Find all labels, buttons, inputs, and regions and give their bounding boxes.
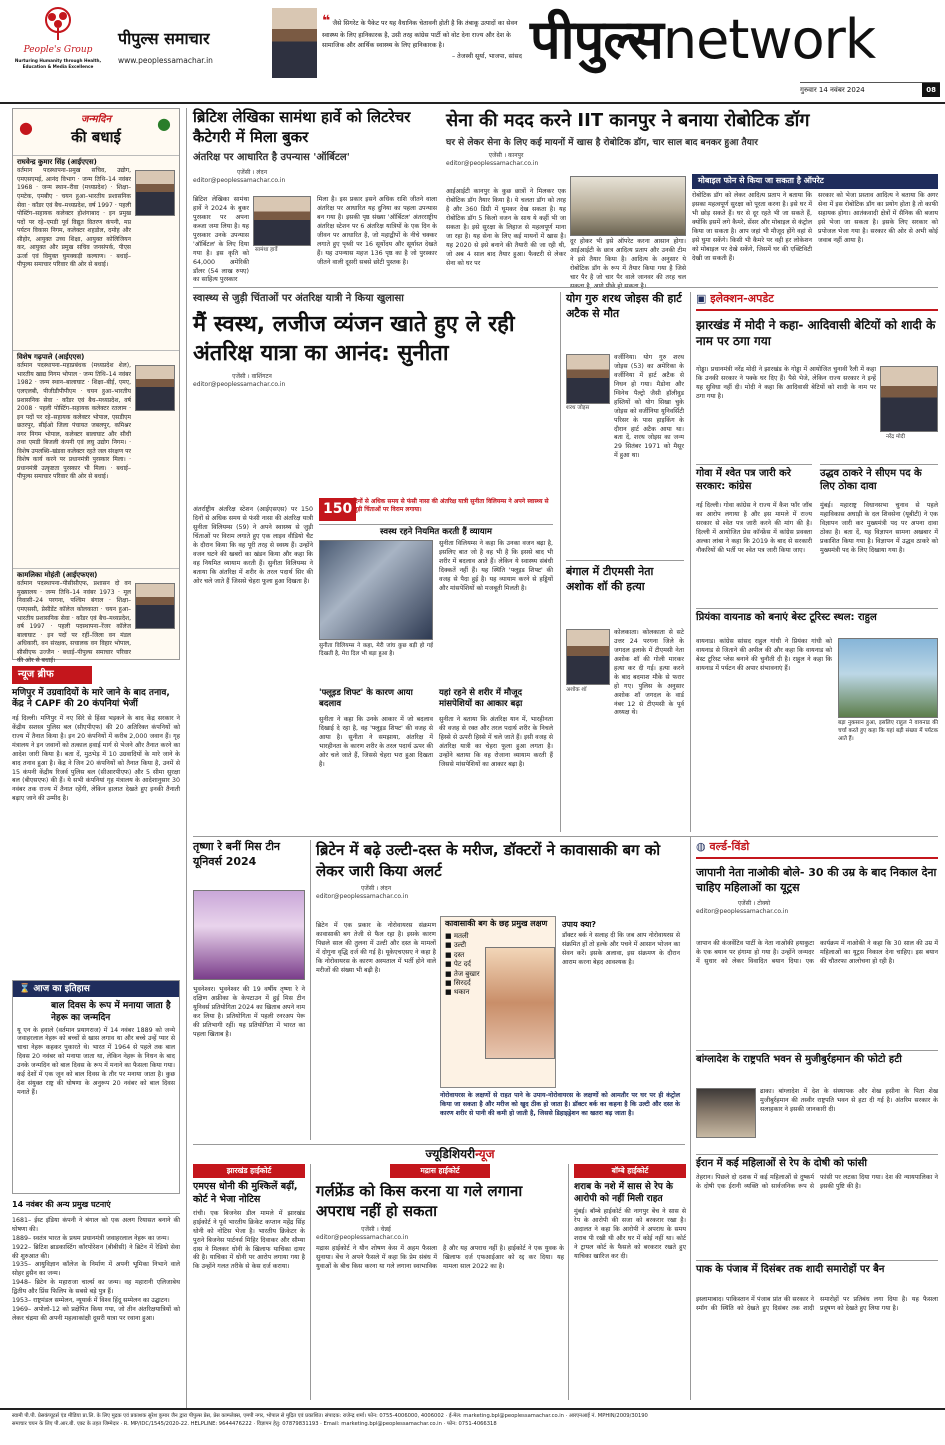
booker-body-1: ब्रिटिश लेखिका सामंथा हार्वे ने 2024 के बुकर पुरस्कार पर अपना कब्जा जमा लिया है। यह पुरस्कार उनके उपन्यास 'ऑर्बिटल' के लिए दिया गया है। इस कृति को 64,000 अमेरिकी डॉलर (54 लाख रुपए) का साहित्य पुरस्कार — [193, 196, 249, 284]
tmc-article — [566, 560, 684, 832]
yoga-article — [566, 292, 684, 552]
uddhav-headline: उद्धव ठाकरे ने सीएम पद के लिए ठोका दावा — [820, 464, 938, 493]
list-item: ■ उल्टी — [445, 941, 467, 950]
sunita-email: editor@peoplessamachar.co.in — [193, 380, 286, 388]
iit-headline: सेना की मदद करने IIT कानपुर ने बनाया रोबोटिक डॉग — [446, 110, 810, 131]
page-title — [530, 4, 940, 82]
list-item: 1953– राष्ट्रमंडल सम्मेलन, न्यूयार्क में विश्व हिंदू सम्मेलन का उद्घाटन। — [12, 1297, 170, 1305]
japan-headline: जापानी नेता नाओकी बोले- 30 की उम्र के बाद निकाल देना चाहिए महिलाओं का यूट्रस — [696, 865, 937, 895]
masthead — [0, 0, 945, 104]
japan-email: editor@peoplessamachar.co.in — [696, 907, 789, 915]
quote-mark-icon: ❝ — [322, 13, 331, 29]
sharath-photo — [566, 354, 610, 404]
person-photo — [135, 170, 175, 216]
balloon-icon: ● — [19, 118, 33, 137]
page-title-latin: network — [662, 8, 876, 71]
page-number: 08 — [922, 83, 940, 97]
uk-bug-byline: एजेंसी । लंदन — [360, 885, 392, 893]
uddhav-body: मुंबई। महाराष्ट्र विधानसभा चुनाव से पहले महाविकास अघाड़ी के दल शिवसेना (यूबीटी) ने एक विज्ञापन जारी कर मुख्यमंत्री पद पर अपना दावा ठोका है। बता दें, यह विज्ञापन सामना अखबार में प्रकाशित किया गया है। विज्ञापन में उद्धव ठाकरे को मुख्यमंत्री पद के लिए दिखाया गया है। — [820, 502, 938, 554]
remedy-body: डॉक्टर बर्क ने सलाह दी कि जब आप नोरोवायरस से संक्रमित हों तो हल्के और पचने में आसान भोजन का सेवन करें। इसके अलावा, इस संक्रमण के दौरान आराम करना बेहद आवश्यक है। — [562, 932, 680, 966]
miss-teen-body: भुवनेश्वर। भुवनेश्वर की 19 वर्षीय तृष्णा रे ने दक्षिण अफ्रीका के केपटाउन में हुई मिस टीन यूनिवर्स प्रतियोगिता 2024 का खिताब अपने नाम कर लिया है। प्रतियोगिता में पहली रनरअप पेरू की प्रतिभागी रहीं। यह प्रतियोगिता में भारत का पहला खिताब है। — [193, 986, 305, 1038]
trishna-photo — [193, 890, 305, 980]
quote-author: – तेजस्वी सूर्या, भाजपा, सांसद — [452, 52, 522, 60]
tree-icon — [36, 6, 80, 44]
date-bar — [800, 82, 940, 96]
iit-body-1: आईआईटी कानपुर के कुछ छात्रों ने मिलकर एक रोबोटिक डॉग तैयार किया है। ये चलता डॉग को तरह है और 360 डिग्री में घूमकर देख सकता है। यह रोबोटिक डॉग 5 किलो वजन के साथ ये कहीं भी जा सकता है। इसे सुरक्षा के लिहाज से महत्वपूर्ण माना जा रहा है। यह सेना के लिए कई मायनों में खास है। यह 2020 से इसे बनाने की तैयारी की जा रही थी, जो अब 4 साल बाद तैयार हुआ। फैक्टरी से लेकर सेना को घर पर — [446, 188, 566, 267]
imprint-footer: स्वामी पी.पी. प्रेसकंप्यूटर्स एंड मीडिया प्रा.लि. के लिए मुद्रक एवं प्रकाशक सुरेश कुमार जैन द्वारा पीपुल्स प्रेस, प्रेस काम्प्लेक्स, एमपी नगर, भोपाल से मुद्रित एवं प्रकाशित। संपादक: राजेन्द्र शर्मा। फोन: 0755-4006000, 4006002 · ई-मेल: marketing.bpl@peoplessamachar.co.in · आरएनआई नं. MPHIN/2009/30190 समाचार चयन के लिए पी.आर.बी. एक्ट के तहत जिम्मेदार · R. MP/IDC/1545/2020-22. HELPLINE: 9644476222 · विज्ञापन हेतु: 07879831193 · Email: marketing.bpl@peoplessamachar.co.in · फोन: 0751-4066318 — [0, 1408, 945, 1445]
robotic-dog-photo — [570, 176, 686, 236]
person-photo — [135, 365, 175, 411]
quote-author-photo — [272, 8, 317, 78]
exercise-heading: स्वस्थ रहने नियमित करती हैं व्यायाम — [319, 524, 553, 538]
yoga-headline: योग गुरु शरथ जोइस की हार्ट अटैक से मौत — [566, 292, 682, 320]
events-heading: 14 नवंबर की अन्य प्रमुख घटनाएं — [12, 1200, 180, 1214]
iit-body-4: सरकार को भेजा प्रस्ताव आदित्य ने बताया कि अगर सेना में इस रोबोटिक डॉग का प्रयोग होता है तो काफी सहायक होगा। आतंकवादी क्षेत्रों में सैनिक की बजाय इसे भेजा जा सकता है। इसके लिए सरकार को प्रपोजल भेजा गया है। सरकार की ओर से अभी कोई जवाब नहीं आया है। — [818, 192, 938, 244]
uk-bug-email: editor@peoplessamachar.co.in — [316, 893, 409, 901]
peoples-group-logo — [8, 6, 108, 98]
events-list — [12, 1217, 180, 1324]
iit-article — [446, 108, 938, 283]
election-heading: ▣ इलेक्शन-अपडेट — [696, 292, 938, 311]
uk-bug-headline: ब्रिटेन में बढ़े उल्टी-दस्त के मरीज, डॉक्टरों ने कावासाकी बग को लेकर जारी किया अलर्ट — [316, 841, 661, 880]
iit-subhead: घर से लेकर सेना के लिए कई मायनों में खास है रोबोटिक डॉग, चार साल बाद बनकर हुआ तैयार — [446, 138, 758, 149]
website-link[interactable]: www.peoplessamachar.in — [118, 55, 213, 65]
date-text: गुरुवार 14 नवंबर 2024 — [800, 86, 865, 94]
page-title-hindi: पीपुल्स — [530, 8, 663, 71]
muscle-heading: यहां रहने से शरीर में मौजूद मांसपेशियों का आकार बढ़ा — [439, 688, 523, 710]
booker-byline: एजेंसी । लंदन — [236, 168, 268, 176]
history-events — [12, 1200, 180, 1400]
quote-box — [322, 12, 522, 61]
booker-email: editor@peoplessamachar.co.in — [193, 176, 286, 184]
uk-bug-article — [316, 840, 680, 1140]
tmc-body: कोलकाता। कोलकाता से सटे उत्तर 24 परगना जिले के जगदल इलाके में टीएमसी नेता अशोक शॉ की गोली मारकर हत्या कर दी गई। हत्या करने के बाद बदमाश मौके से फरार हो गए। पुलिस के अनुसार अशोक शॉ जगदल के वार्ड नंबर 12 से टीएमसी के पूर्व अध्यक्ष थे। — [614, 629, 684, 717]
modi-headline: झारखंड में मोदी ने कहा- आदिवासी बेटियों को शादी के नाम पर ठगा गया — [696, 317, 936, 349]
group-tagline: Nurturing Humanity through Health, Education & Media Excellence — [14, 58, 102, 69]
person-photo — [135, 583, 175, 629]
jharkhand-body: रांची। एक बिजनेस डील मामले में झारखंड हाईकोर्ट ने पूर्व भारतीय क्रिकेट कप्तान महेंद्र सिंह धोनी को नोटिस भेजा है। भारतीय क्रिकेटर के पुराने बिजनेस पार्टनर्स मिहिर दिवाकर और सौम्या दास ने मिलकर धोनी के खिलाफ याचिका दायर की है। याचिका में धोनी पर आरोप लगाया गया है कि उन्होंने गलत तरीके से केस दर्ज कराया। — [193, 1209, 305, 1271]
ballot-icon: ▣ — [696, 292, 707, 305]
iit-byline: एजेंसी । कानपुर — [488, 152, 524, 160]
birthday-person: राघवेन्द्र कुमार सिंह (आईएएस) वर्तमान पदस्थापना–प्रमुख सचिव, उद्योग, एमएसएमई, आनंद विभाग · जन्म तिथि–14 नवंबर 1968 · जन्म स्थान–रीवा (मध्यप्रदेश) · शिक्षा–एमटेक, एमबीए · चयन हुआ–भारतीय प्रशासनिक सेवा · कॉडर एवं बैच–मध्यप्रदेश, वर्ष 1997 · पहली पोस्टिंग–सहायक कलेक्टर होशंगाबाद · इन प्रमुख पदों पर रहे–एमडी पूर्व विद्युत वितरण कंपनी, मप्र पर्यटन विकास निगम, कलेक्टर शहडोल, दमोह और सीहोर, आयुक्त उच्च शिक्षा, आयुक्त कोलिजियन कर, आयुक्त और प्रमुख सचिव जनसंपर्क, पीएस ऊर्जा एवं विमुक्त घुमक्कड़ी कल्याण। · बधाई–पीपुल्स समाचार परिवार की ओर से बधाई। — [13, 155, 179, 350]
iit-email: editor@peoplessamachar.co.in — [446, 160, 539, 168]
goa-body: नई दिल्ली। गोवा कांग्रेस ने राज्य में कैश फॉर जॉब का आरोप लगाया है और इस मामले में राज्य सरकार से श्वेत पत्र जारी करने की मांग की है। दिल्ली में आयोजित प्रेस कॉन्फ्रेंस में कांग्रेस प्रवक्ता अल्का लांबा ने कहा कि 2019 के बाद से सरकारी नौकरियों की भर्ती पर श्वेत पत्र जारी किया जाए। — [696, 502, 812, 554]
election-section — [696, 292, 938, 832]
japan-byline: एजेंसी । टोक्यो — [737, 899, 771, 907]
ashok-caption: अशोक शॉ — [566, 687, 587, 693]
bombay-article — [574, 1164, 686, 1400]
sunita-kicker: स्वास्थ्य से जुड़ी चिंताओं पर अंतरिक्ष यात्री ने किया खुलासा — [193, 293, 404, 304]
symptom-title: कावासाकी बग के छह प्रमुख लक्षण — [445, 919, 548, 928]
fluid-heading: 'फ्लूइड शिफ्ट' के कारण आया बदलाव — [319, 688, 413, 710]
miss-teen-headline: तृष्णा रे बनीं मिस टीन यूनिवर्स 2024 — [193, 840, 281, 868]
list-item: 1969– अपोलो-12 को प्रक्षेपित किया गया, जो तीन अंतरिक्षयात्रियों को लेकर चंद्रमा की अपनी महत्वाकांक्षी दूसरी यात्रा पर रवाना हुआ। — [12, 1306, 180, 1323]
modi-photo — [880, 366, 938, 432]
booker-headline: ब्रिटिश लेखिका सामंथा हार्वे को लिटरेचर कैटेगरी में मिला बुकर — [193, 108, 411, 146]
rahul-photo — [838, 638, 938, 718]
list-item: 1922– ब्रिटिश ब्राडकास्टिंग कॉरपोरेशन (बीबीसी) ने ब्रिटेन में रेडियो सेवा की शुरुआत की। — [12, 1243, 180, 1260]
bangla-photo — [696, 1088, 756, 1138]
paper-brand: पीपुल्स समाचार www.peoplessamachar.in — [118, 28, 268, 66]
madras-email: editor@peoplessamachar.co.in — [316, 1233, 409, 1241]
jharkhand-headline: एमएस धोनी की मुश्किलें बढ़ीं, कोर्ट ने भेजा नोटिस — [193, 1181, 298, 1205]
miss-teen-article — [193, 840, 305, 1140]
world-heading: ◍ वर्ल्ड-विंडो — [696, 840, 938, 859]
symptom-box — [440, 916, 556, 1088]
world-section — [696, 840, 938, 1400]
ashok-photo — [566, 629, 610, 685]
list-item: ■ पेट दर्द — [445, 960, 472, 969]
hourglass-icon: ⌛ — [19, 984, 31, 994]
madras-headline: गर्लफ्रेंड को किस करना या गले लगाना अपराध नहीं हो सकता — [316, 1182, 523, 1221]
goa-headline: गोवा में श्वेत पत्र जारी करे सरकार: कांग्रेस — [696, 464, 812, 493]
fluid-body: सुनीता ने कहा कि उनके आकार में जो बदलाव दिखाई दे रहा है, वह 'फ्लूइड शिफ्ट' की वजह से आया है। सुनीता ने समझाया, अंतरिक्ष में भारहीनता के कारण शरीर के तरल पदार्थ ऊपर की ओर चले जाते हैं, जिससे चेहरा भरा हुआ दिखता है। — [319, 716, 433, 768]
sharath-caption: शरथ जोइस — [566, 405, 590, 411]
sunita-byline: एजेंसी । वाशिंगटन — [232, 372, 272, 380]
sunita-body: अंतर्राष्ट्रीय अंतरिक्ष स्टेशन (आईएसएस) पर 150 दिनों से अधिक समय से फंसी नासा की अंतरिक्ष यात्री सुनीता विलियम्स (59) ने अपने स्वास्थ्य से जुड़ी चिंताओं पर विराम लगाते हुए एक लाइव वीडियो चैट के दौरान किया कि वह पूरी तरह से स्वस्थ हैं। उन्होंने वजन घटने की खबरों का खंडन किया और कहा कि वह नियमित व्यायाम करती हैं। सुनीता विलियम्स ने बताया कि अंतरिक्ष में शरीर के तरल पदार्थ सिर की ओर चले जाते हैं जिससे चेहरा फूला हुआ दिखता है। — [193, 506, 313, 585]
muscle-body: सुनीता ने बताया कि अंतरिक्ष यान में, भारहीनता की वजह से रक्त और तरल पदार्थ शरीर के निचले हिस्से से ऊपरी हिस्से में चले जाते हैं। इसी वजह से अंतरिक्ष यात्री का चेहरा फूला हुआ लगता है। उन्होंने बताया कि वह रोजाना व्यायाम करती हैं जिससे मांसपेशियों का आकार बढ़ा है। — [439, 716, 553, 768]
madras-label: मद्रास हाईकोर्ट — [390, 1164, 490, 1178]
bangla-headline: बांग्लादेश के राष्ट्रपति भवन से मुजीबुर्रहमान की फोटो हटी — [696, 1050, 938, 1066]
remedy-strip: नोरोवायरस के लक्षणों से राहत पाने के उपाय-नोरोवायरस के लक्षणों को आमतौर पर घर पर ही कंट्रोल किया जा सकता है और मरीज को खुद ठीक हो जाता है। डॉक्टर बर्क का कहना है कि उल्टी और दस्त के कारण शरीर से पानी की कमी हो जाती है, जिससे डिहाइड्रेशन का खतरा बढ़ जाता है। — [440, 1092, 680, 1117]
list-item: ■ मतली — [445, 931, 469, 940]
modi-caption: नरेंद्र मोदी — [886, 434, 906, 440]
bombay-label: बॉम्बे हाईकोर्ट — [574, 1164, 686, 1178]
history-heading: ⌛ आज का इतिहास — [13, 981, 179, 997]
pak-headline: पाक के पंजाब में दिसंबर तक शादी समारोहों पर बैन — [696, 1260, 938, 1276]
bombay-headline: शराब के नशे में सास से रेप के आरोपी को नहीं मिली राहत — [574, 1182, 673, 1205]
priyanka-headline: प्रियंका वायनाड को बनाएं बेस्ट टूरिस्ट स्थल: राहुल — [696, 608, 938, 624]
list-item: 1948– ब्रिटेन के महाराजा चार्ल्स का जन्म। वह महारानी एलिजाबेथ द्वितीय और प्रिंस फिलिप के सबसे बड़े पुत्र हैं। — [12, 1279, 180, 1296]
yoga-body: वर्जीनिया। योग गुरु शरथ जोइस (53) का अमेरिका के वर्जीनिया में हार्ट अटैक से निधन हो गया। मैडोना और ग्विनेथ पैल्ट्रो जैसी हॉलीवुड हस्तियों को योग सिखा चुके जोइस को वर्जीनिया यूनिवर्सिटी परिसर के पास हाइकिंग के दौरान हार्ट अटैक आया था। बता दें, शरथ जोइस का जन्म 29 सितंबर 1971 को मैसूर में हुआ था। — [614, 354, 684, 460]
pak-body: इस्लामाबाद। पाकिस्तान में पंजाब प्रांत की सरकार ने स्मॉग की स्थिति को देखते हुए दिसंबर तक शादी समारोहों पर प्रतिबंध लगा दिया है। यह फैसला प्रदूषण को देखते हुए लिया गया है। — [696, 1296, 938, 1312]
jharkhand-article — [193, 1164, 305, 1400]
booker-article — [193, 108, 437, 283]
balloon-icon: ● — [157, 114, 171, 133]
iran-body: तेहरान। पिछले दो दशक में कई महिलाओं से दुष्कर्म के दोषी एक ईरानी व्यक्ति को सार्वजनिक रूप से फांसी पर लटका दिया गया। देश की न्यायपालिका ने इसकी पुष्टि की है। — [696, 1174, 938, 1190]
booker-body-2: मिला है। इस प्रकार इसने अधिक राशि जीतने वाला अंतरिक्ष पर आधारित यह दुनिया का पहला उपन्यास बन गया है। इसकी पृष्ठ संख्या 'ऑर्बिटल' अंतरराष्ट्रीय अंतरिक्ष स्टेशन पर 6 अंतरिक्ष यात्रियों के एक दिन के जीवन पर आधारित है, जो महाद्वीपों के नीचे चक्कर लगाते हुए पृथ्वी पर 16 सूर्योदय और सूर्यास्त देखते हैं। यह उपन्यास महज 136 पृष्ठ का है जो पुरस्कार जीतने वाली दूसरी सबसे छोटी पुस्तक है। — [317, 196, 437, 266]
exercise-body: सुनीता विलियम्स ने कहा कि उनका वजन बढ़ा है, इसलिए बात जो है वह भी है कि इससे बाद भी शरीर में बदलाव आते हैं। लेकिन ये स्वास्थ्य संबंधी दिक्कतें नहीं हैं। यह स्थिति 'फ्लूइड शिफ्ट' की वजह से पैदा हुई है। यह व्यायाम करने से हड्डियों और मांसपेशियों को मजबूती मिलती है। — [439, 540, 553, 592]
news-brief-heading: न्यूज ब्रीफ — [12, 666, 92, 684]
news-brief-section — [12, 666, 180, 974]
jharkhand-label: झारखंड हाईकोर्ट — [193, 1164, 305, 1178]
history-headline: बाल दिवस के रूप में मनाया जाता है नेहरू का जन्मदिन — [51, 1001, 171, 1023]
bangla-body: ढाका। बांग्लादेश में देश के संस्थापक और शेख हसीना के पिता शेख मुजीबुर्रहमान की तस्वीर राष्ट्रपति भवन से हटा दी गई है। अंतरिम सरकार के सलाहकार ने इसकी जानकारी दी। — [760, 1088, 938, 1113]
priyanka-caption: बड़ा नुकसान हुआ, इसलिए राहुल ने वायनाड की चर्चा करते हुए कहा कि यहां बड़ी संख्या में पर्यटक आते हैं। — [838, 720, 938, 742]
birthday-heading: जन्मदिन की बधाई ● ● — [19, 114, 171, 146]
badge-number: 150 — [319, 498, 356, 521]
birthday-section — [12, 108, 180, 665]
madras-body: मद्रास हाईकोर्ट ने यौन शोषण केस में अहम फैसला सुनाया। बेंच ने अपने फैसले में कहा कि प्रेम संबंध में युवाओं के बीच किस करना या गले लगाना स्वाभाविक है और यह अपराध नहीं है। हाईकोर्ट ने एक युवक के खिलाफ दर्ज एफआईआर को रद्द कर दिया। यह मामला साल 2022 का है। — [316, 1244, 564, 1270]
judiciary-heading: ज्यूडिशियरीन्यूज — [425, 1147, 495, 1161]
list-item: 1889– स्वतंत्र भारत के प्रथम प्रधानमंत्री जवाहरलाल नेहरू का जन्म। — [12, 1234, 170, 1242]
sunita-150-badge — [319, 498, 553, 522]
iran-headline: ईरान में कई महिलाओं से रेप के दोषी को फांसी — [696, 1154, 938, 1170]
sick-child-photo — [485, 947, 555, 1059]
madras-article — [316, 1164, 564, 1400]
mobile-operate-bar: मोबाइल फोन से किया जा सकता है ऑपरेट — [692, 174, 938, 189]
bombay-body: मुंबई। बॉम्बे हाईकोर्ट की नागपुर बेंच ने सास से रेप के आरोपी की सजा को बरकरार रखा है। अदालत ने कहा कि आरोपी ने अपराध के समय शराब पी रखी थी और घर में कोई नहीं था। कोर्ट ने ट्रायल कोर्ट के फैसले को बरकरार रखते हुए याचिका खारिज कर दी। — [574, 1208, 686, 1261]
sunita-headline: मैं स्वस्थ, लजीज व्यंजन खाते हुए ले रही अंतरिक्ष यात्रा का आनंद: सुनीता — [193, 311, 515, 367]
iit-body-3: रोबोटिक डॉग को लेकर आदित्य प्रताप ने बताया कि इसका महत्वपूर्ण सुरक्षा को पूरता करना है। इसे घर में भी छोड़ सकते हैं। घर से दूर रहते भी जा सकते हैं, क्योंकि इसमें लगे कैमरे, सेंसर और मोबाइल से कंट्रोल किया जा सकता है। आप जहां भी मौजूद होंगे वहां से इसे घुमा सकेंगे। किसी भी कैमरे पर वही हर लोकेशन को मोबाइल पर देखे सकेंगे, जिसमें घर की एक्टिविटी देखी जा सकती हैं। — [692, 192, 812, 262]
harvey-photo — [253, 196, 311, 246]
news-brief-body: नई दिल्ली। मणिपुर में नए सिरे से हिंसा भड़कने के बाद केंद्र सरकार ने केंद्रीय सशस्त्र पुलिस बल (सीएपीएफ) की 20 अतिरिक्त कंपनियों को राज्य में तैनात किया है। इन 20 कंपनियों में करीब 2,000 जवान हैं। गृह मंत्रालय ने इन जवानों को तत्काल हवाई मार्ग से भेजने और तैनात करने का आदेश जारी किया है। बता दें, मुठभेड़ में 10 उग्रवादियों के मारे जाने के बाद तनाव हुआ है। केंद्र ने जिन 20 कंपनियों को तैनात किया है, उनमें से 15 कंपनी केंद्रीय रिजर्व पुलिस बल (सीआरपीएफ) और 5 सीमा सुरक्षा बल (बीएसएफ) की हैं। ये सभी कंपनियां गृह मंत्रालय के आदेशानुसार 30 नवंबर तक राज्य में तैनात रहेंगी, लेकिन हालात देखते हुए इनकी तैनाती बढ़ाए जाने की उम्मीद है। — [12, 714, 180, 803]
sunita-photo — [319, 540, 433, 640]
tmc-headline: बंगाल में टीएमसी नेता अशोक शॉ की हत्या — [566, 565, 654, 593]
list-item: 1935– आयुविज्ञान कॉलेज के निर्माण में अपनी भूमिका निभाने वाले सोहर हुसैन का जन्म। — [12, 1261, 180, 1278]
list-item: ■ सिरदर्द — [445, 978, 471, 987]
sunita-photo-caption: सुनीता विलियम्स ने कहा, मेरी जांघ कुछ बड़ी हो गई दिखती है, मेरा दिल भी बड़ा हुआ है। — [319, 643, 433, 658]
birthday-person: कामलिका मोहंती (आईएफएस) वर्तमान पदस्थापना–पीसीसीएफ, प्रशासन दो वन मुख्यालय · जन्म तिथि–14 नवंबर 1973 · मूल निवासी–24 परगना, पश्चिम बंगाल · शिक्षा–एमएससी, प्रेसीडेंट कॉलेज कोलकाता · चयन हुआ–भारतीय प्रशासनिक सेवा · कॉडर एवं बैच–मध्यप्रदेश, वर्ष 1997 · पहली पदस्थापना–रेंजर कॉलेज बालाघाट · इन पदों पर रहीं–जिला वन मंडल अधिकारी, वन संरक्षक, सचालक वन विहार भोपाल, सीसीएफ उज्जैन · बधाई–पीपुल्स समाचार परिवार की ओर से बधाई। — [13, 568, 179, 678]
sunita-article — [193, 292, 553, 832]
list-item: ■ तेज बुखार — [445, 969, 480, 978]
remedy-heading: उपाय क्या? — [562, 920, 597, 929]
list-item: ■ दस्त — [445, 950, 465, 959]
badge-text: दिनों से अधिक समय से फंसी नासा की अंतरिक्ष यात्री सुनीता विलियम्स ने अपने स्वास्थ्य से जुड़ी चिंताओं पर विराम लगाया। — [353, 498, 549, 514]
list-item: ■ थकान — [445, 988, 470, 997]
japan-body: जापान की कंजर्वेटिव पार्टी के नेता नाओकी हयाकुटा के एक बयान पर हंगामा हो गया है। उन्होंने जन्मदर में सुधार को लेकर विवादित बयान दिया। एक कार्यक्रम में नाओकी ने कहा कि 30 साल की उम्र में महिलाओं का यूट्रस निकाल देना चाहिए। इस बयान की चौतरफा आलोचना हो रही है। — [696, 940, 938, 965]
list-item: 1681– ईस्ट इंडिया कंपनी ने बंगाल को एक अलग रियासत बनाने की घोषणा की। — [12, 1216, 180, 1233]
quote-text: जैसे सिगरेट के पैकेट पर यह वैधानिक चेतावनी होती है कि तंबाकू उत्पादों का सेवन स्वास्थ्य के लिए हानिकारक है, उसी तरह कांग्रेस पार्टी को वोट देना राज्य और देश के सामाजिक और आर्थिक स्वास्थ्य के लिए हानिकारक है। — [322, 20, 518, 49]
harvey-caption: सामंथा हार्वे — [255, 247, 278, 253]
uk-bug-body: ब्रिटेन में एक प्रकार के नोरोवायरस संक्रमण कावासाकी बग तेजी से फैल रहा है। इसके कारण पिछले साल की तुलना में उल्टी और दस्त के मामलों में दोगुना वृद्धि दर्ज की गई है। यूकेएचएसए ने कहा है कि नोरोवायरस के कारण अस्पताल में भर्ती होने वाले मरीजों की संख्या भी बढ़ी है। — [316, 922, 436, 974]
iit-body-2: दूर होकर भी इसे ऑपरेट करना आसान होगा। आईआईटी के छात्र आदित्य प्रताप और उनकी टीम ने इसे तैयार किया है। आदित्य के अनुसार ये रोबोटिक डॉग के रूप में तैयार किया गया है जिसे चार पैर है जो चार पैर वाले जानवर की तरह चल — [570, 238, 686, 281]
birthday-person: विशेष गढ़पाले (आईएएस) वर्तमान पदस्थापना–महाप्रबंधक (मध्यप्रदेश शेल), भारतीय खाद्य निगम भोपाल · जन्म तिथि–14 नवंबर 1982 · जन्म स्थान–बालाघाट · शिक्षा–बीई, एमए, एलएलबी, पीजीडीपीपीएम · चयन हुआ–भारतीय प्रशासनिक सेवा · कॉडर एवं बैच–मध्यप्रदेश, वर्ष 2008 · पहली पोस्टिंग–सहायक कलेक्टर रतलाम · इन पदों पर रहे–सहायक कलेक्टर भोपाल, एसडीएम छतरपुर, सीईओ जिला पंचायत जबलपुर, कमिश्नर नगर निगम भोपाल, कलेक्टर बालाघाट और सीधी तथा एमडी बिजली कंपनी एवं लघु उद्योग निगम। · विशेष उपलब्धि–खंडवा कलेक्टर रहते जल संरक्षण पर विशेष कार्य करने पर प्रधानमंत्री पुरस्कार मिला। · प्रधानमंत्री उत्कृष्टता पुरस्कार भी मिला। · बधाई–पीपुल्स समाचार परिवार की ओर से बधाई। — [13, 350, 179, 568]
priyanka-body: वायनाड। कांग्रेस सांसद राहुल गांधी ने प्रियंका गांधी को वायनाड से जिताने की अपील की और कहा कि वायनाड को बेस्ट टूरिस्ट प्लेस बनाने की चुनौती दी है। राहुल ने कहा कि वायनाड में पर्यटन की अपार संभावनाएं हैं। — [696, 638, 832, 672]
group-name: People's Group — [23, 45, 93, 55]
globe-icon: ◍ — [696, 840, 706, 853]
history-section — [12, 980, 180, 1194]
modi-body: गोड्डा। प्रधानमंत्री नरेंद्र मोदी ने झारखंड के गोड्डा में आयोजित चुनावी रैली में कहा कि उनकी सरकार ने पक्के घर दिए हैं। पैसे भेजे, लेकिन राज्य सरकार ने इन्हें यह सुविधा नहीं दी। मोदी ने कहा कि आदिवासी बेटियों को शादी के नाम पर ठगा गया है। — [696, 366, 876, 400]
news-brief-headline: मणिपुर में उग्रवादियों के मारे जाने के बाद तनाव, केंद्र ने CAPF की 20 कंपनियां भेजीं — [12, 687, 170, 710]
madras-byline: एजेंसी । चेन्नई — [361, 1225, 391, 1233]
booker-subhead: अंतरिक्ष पर आधारित है उपन्यास 'ऑर्बिटल' — [193, 152, 350, 163]
history-body: यू एन के हवाले (वर्तमान प्रयागराज) में 14 नवंबर 1889 को जन्मे जवाहरलाल नेहरू को बच्चों से खास लगाव था और बच्चे उन्हें प्यार से चाचा नेहरू कहकर पुकारते थे। भारत में 1964 से पहले तक बाल दिवस 20 नवंबर को मनाया जाता था, लेकिन नेहरू के निधन के बाद उनके जन्मदिन को बाल दिवस के रूप में मनाने का फैसला किया गया। कई देशों में एक जून को बाल दिवस के तौर पर मनाया जाता है। कुछ देश संयुक्त राष्ट्र की घोषणा के अनुरूप 20 नवंबर को बाल दिवस मनाते हैं। — [17, 1026, 175, 1097]
